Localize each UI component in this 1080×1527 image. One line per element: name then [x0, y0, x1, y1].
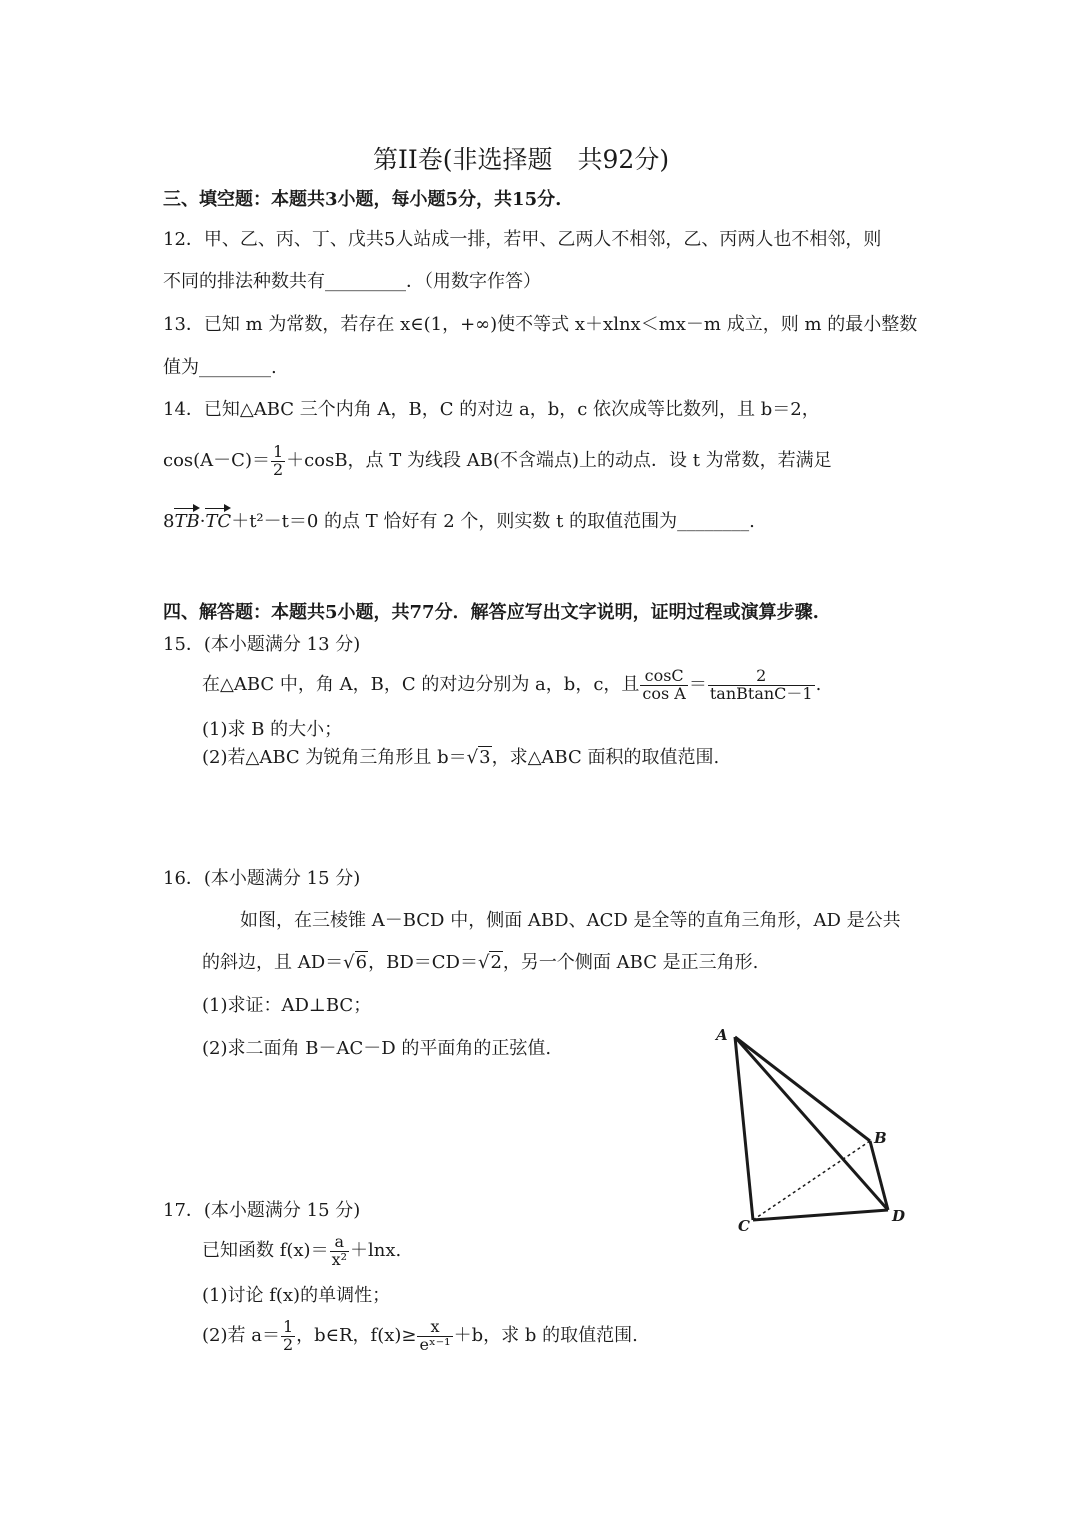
edge-ac — [735, 1037, 753, 1220]
q17-g-num: x — [417, 1319, 452, 1337]
q14-line3-b: ＋t²－t＝0 的点 T 恰好有 2 个，则实数 t 的取值范围为________. — [231, 511, 755, 532]
q14-frac-den: 2 — [272, 459, 284, 479]
sqrt-2-radicand: 2 — [490, 952, 502, 973]
q16-part1: (1)求证：AD⊥BC； — [202, 995, 372, 1016]
q12-line1: 12．甲、乙、丙、丁、戊共5人站成一排，若甲、乙两人不相邻，乙、丙两人也不相邻，则 — [163, 229, 882, 250]
q17-line1-pre: 已知函数 f(x)＝ — [202, 1240, 329, 1261]
q17-g-den: eˣ⁻¹ — [419, 1334, 451, 1354]
q14-line3 — [163, 506, 755, 534]
q14-line1: 14．已知△ABC 三个内角 A，B，C 的对边 a，b，c 依次成等比数列，且 b＝2， — [163, 399, 820, 420]
q17-part1: (1)讨论 f(x)的单调性； — [202, 1285, 391, 1306]
q16-line2 — [202, 951, 758, 975]
edge-bc-hidden — [753, 1141, 870, 1220]
sqrt-6: √6 — [343, 952, 368, 973]
q15-part2-pre: (2)若△ABC 为锐角三角形且 b＝ — [202, 747, 467, 768]
q15-header: 15．(本小题满分 13 分) — [163, 634, 361, 655]
q14-line2-pre: cos(A－C)＝ — [163, 450, 270, 471]
section4-heading: 四、解答题：本题共5小题，共77分．解答应写出文字说明，证明过程或演算步骤. — [163, 602, 819, 623]
q17-half-fraction — [281, 1316, 295, 1354]
vertex-label-d: D — [892, 1207, 906, 1225]
q16-line2-b: ，BD＝CD＝ — [368, 952, 478, 973]
q17-fraction — [330, 1231, 349, 1269]
q17-part2-a: (2)若 a＝ — [202, 1325, 280, 1346]
q14-line2-post: ＋cosB，点 T 为线段 AB(不含端点)上的动点．设 t 为常数，若满足 — [286, 450, 832, 471]
vertex-label-b: B — [874, 1129, 887, 1147]
dot-operator: · — [199, 511, 206, 532]
q15-f2-num: 2 — [708, 668, 815, 686]
q17-f-num: a — [330, 1234, 349, 1252]
q16-line2-c: ，另一个侧面 ABC 是正三角形. — [502, 952, 759, 973]
vertex-label-a: A — [716, 1026, 728, 1044]
q17-exp-fraction — [417, 1316, 452, 1354]
q15-f1-den: cos A — [642, 683, 686, 703]
q15-fraction-left — [640, 665, 687, 703]
q15-end: . — [815, 674, 822, 695]
q14-frac-num: 1 — [272, 441, 284, 461]
q14-line3-a: 8 — [163, 511, 175, 532]
q15-part2-post: ，求△ABC 面积的取值范围. — [491, 747, 720, 768]
q12-line2: 不同的排法种数共有_________．（用数字作答） — [163, 271, 541, 292]
q15-fraction-right — [708, 665, 815, 703]
section3-heading: 三、填空题：本题共3小题，每小题5分，共15分. — [163, 189, 562, 210]
q14-fraction — [271, 441, 285, 479]
q17-part2 — [202, 1313, 638, 1359]
q16-part2: (2)求二面角 B－AC－D 的平面角的正弦值. — [202, 1038, 552, 1059]
sqrt-3: √3 — [466, 747, 491, 768]
q17-line1-post: ＋lnx. — [350, 1240, 402, 1261]
q13-line1: 13．已知 m 为常数，若存在 x∈(1，+∞)使不等式 x＋xlnx＜mx－m 成立，则 m 的最小整数 — [163, 314, 918, 335]
q17-part2-c: ＋b，求 b 的取值范围. — [453, 1325, 638, 1346]
sqrt-3-radicand: 3 — [479, 747, 491, 768]
edge-ab — [735, 1037, 870, 1141]
edge-cd — [753, 1210, 888, 1220]
q16-header: 16．(本小题满分 15 分) — [163, 868, 361, 889]
q15-part1: (1)求 B 的大小； — [202, 719, 343, 740]
vector-tb — [174, 506, 199, 534]
vec1-label: TB — [174, 511, 200, 532]
q15-part2 — [202, 746, 719, 770]
q17-header: 17．(本小题满分 15 分) — [163, 1200, 361, 1221]
tetrahedron-figure — [700, 1015, 930, 1240]
q15-line1 — [202, 662, 821, 708]
q14-line2 — [163, 438, 832, 484]
q15-f2-den: tanBtanC－1 — [709, 683, 813, 703]
q15-eq: ＝ — [688, 674, 707, 695]
q13-line2: 值为________. — [163, 357, 277, 378]
q17-h-den: 2 — [282, 1334, 294, 1354]
q15-f1-num: cosC — [640, 668, 687, 686]
vec2-label: TC — [205, 511, 232, 532]
q16-line1: 如图，在三棱锥 A－BCD 中，侧面 ABD、ACD 是全等的直角三角形，AD 是公共 — [240, 910, 901, 931]
page-title: 第II卷(非选择题 共92分) — [373, 145, 670, 174]
q17-f-den: x² — [331, 1249, 348, 1269]
vector-tc — [205, 506, 231, 534]
q17-line1 — [202, 1228, 401, 1274]
vertex-label-c: C — [738, 1217, 750, 1235]
sqrt-2: √2 — [477, 952, 502, 973]
edge-ad — [735, 1037, 888, 1210]
q16-line2-a: 的斜边，且 AD＝ — [202, 952, 344, 973]
q17-part2-b: ，b∈R，f(x)≥ — [296, 1325, 417, 1346]
q15-line1-pre: 在△ABC 中，角 A，B，C 的对边分别为 a，b，c，且 — [202, 674, 640, 695]
q17-h-num: 1 — [282, 1316, 294, 1336]
sqrt-6-radicand: 6 — [355, 952, 368, 973]
